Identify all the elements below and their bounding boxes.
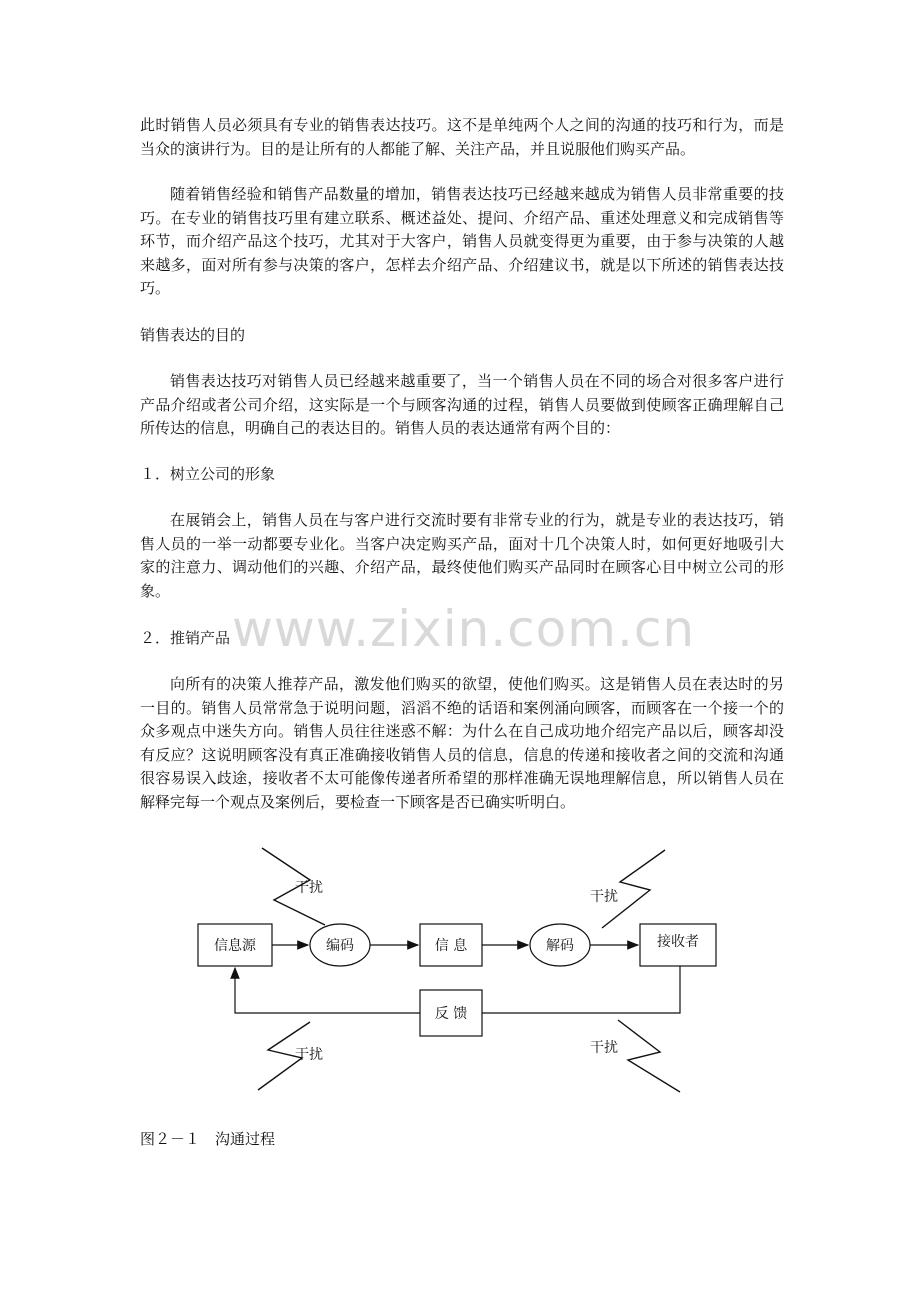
heading-promote-product: ２．推销产品: [140, 629, 231, 647]
communication-process-diagram: [190, 840, 730, 1105]
decode-label: 解码: [546, 938, 574, 954]
noise-label-bottom-left: 干扰: [295, 1047, 323, 1063]
noise-label-bottom-right: 干扰: [590, 1040, 618, 1056]
paragraph-2-block: [140, 183, 784, 301]
paragraph-3: 销售表达技巧对销售人员已经越来越重要了，当一个销售人员在不同的场合对很多客户进行产品介绍或者公司介绍，这实际是一个与顾客沟通的过程，销售人员要做到使顾客正确理解自己所传达的信息，明确自己的表达目的。销售人员的表达通常有两个目的：: [140, 372, 784, 437]
feedback-line-left: [235, 968, 420, 1013]
paragraph-3-block: [140, 370, 784, 441]
source-label: 信息源: [214, 938, 256, 954]
message-label: 信 息: [434, 938, 468, 954]
noise-label-top-right: 干扰: [590, 889, 618, 905]
feedback-line-right: [482, 966, 680, 1013]
paragraph-2: 随着销售经验和销售产品数量的增加，销售表达技巧已经越来越成为销售人员非常重要的技巧。在专业的销售技巧里有建立联系、概述益处、提问、介绍产品、重述处理意义和完成销售等环节，而介绍产品这个技巧，尤其对于大客户，销售人员就变得更为重要，由于参与决策的人越来越多，面对所有参与决策的客户，怎样去介绍产品、介绍建议书，就是以下所述的销售表达技巧。: [140, 185, 784, 297]
watermark: www.zixin.com.cn: [232, 600, 696, 658]
paragraph-1-block: [140, 114, 784, 161]
receiver-label: 接收者: [657, 934, 699, 950]
heading-2-block: [140, 627, 784, 651]
paragraph-4-block: [140, 509, 784, 603]
paragraph-5-block: [140, 673, 784, 814]
heading-purpose-block: [140, 324, 784, 348]
feedback-label: 反 馈: [434, 1006, 468, 1022]
noise-label-top-left: 干扰: [295, 880, 323, 896]
paragraph-4: 在展销会上，销售人员在与客户进行交流时要有非常专业的行为，就是专业的表达技巧，销售人员的一举一动都要专业化。当客户决定购买产品，面对十几个决策人时，如何更好地吸引大家的注意力、调动他们的兴趣、介绍产品，最终使他们购买产品同时在顾客心目中树立公司的形象。: [140, 511, 784, 600]
paragraph-5: 向所有的决策人推荐产品，激发他们购买的欲望，使他们购买。这是销售人员在表达时的另一目的。销售人员常常急于说明问题，滔滔不绝的话语和案例涌向顾客，而顾客在一个接一个的众多观点中迷失方向。销售人员往往迷惑不解：为什么在自己成功地介绍完产品以后，顾客却没有反应？这说明顾客没有真正准确接收销售人员的信息，信息的传递和接收者之间的交流和沟通很容易误入歧途，接收者不太可能像传递者所希望的那样准确无误地理解信息，所以销售人员在解释完每一个观点及案例后，要检查一下顾客是否已确实听明白。: [140, 675, 784, 811]
noise-zigzag-bottom-right: [618, 1020, 680, 1092]
heading-1-block: [140, 463, 784, 487]
encode-label: 编码: [326, 938, 354, 954]
heading-company-image: １．树立公司的形象: [140, 465, 276, 483]
figure-caption: 图２－１ 沟通过程: [140, 1130, 276, 1148]
paragraph-1: 此时销售人员必须具有专业的销售表达技巧。这不是单纯两个人之间的沟通的技巧和行为，而是当众的演讲行为。目的是让所有的人都能了解、关注产品，并且说服他们购买产品。: [140, 116, 784, 158]
heading-sales-expression-purpose: 销售表达的目的: [140, 326, 246, 344]
